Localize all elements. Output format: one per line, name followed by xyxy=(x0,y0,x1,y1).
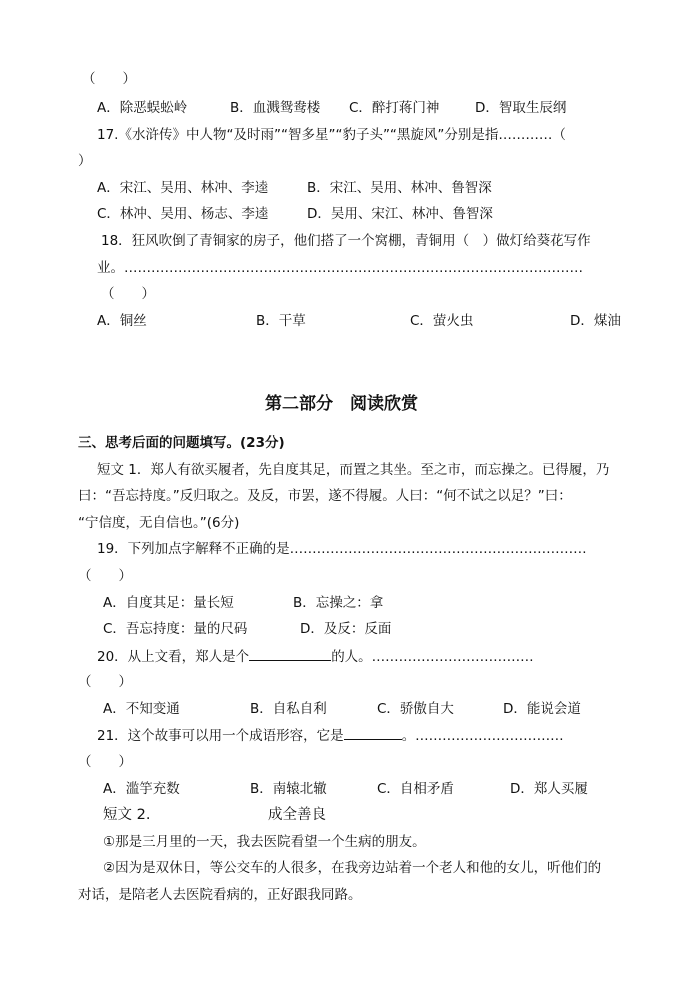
q18-answer-paren: （ ） xyxy=(101,286,155,302)
q19-option-a: A．自度其足：量长短 xyxy=(103,595,234,611)
q20-answer-blank[interactable] xyxy=(249,647,331,661)
q19-answer-paren: （ ） xyxy=(78,568,132,584)
q17-stem: 17.《水浒传》中人物“及时雨”“智多星”“豹子头”“黑旋风”分别是指…………（ xyxy=(97,127,566,143)
q21-option-a: A．滥竽充数 xyxy=(103,781,180,797)
q20-option-d: D．能说会道 xyxy=(503,701,581,717)
q21-option-c: C．自相矛盾 xyxy=(377,781,454,797)
q17-option-a: A．宋江、吴用、林冲、李逵 xyxy=(97,180,269,196)
q21-option-b: B．南辕北辙 xyxy=(250,781,327,797)
passage2-paragraph-2-cont: 对话，是陪老人去医院看病的，正好跟我同路。 xyxy=(78,887,362,903)
passage1-line-1: 短文 1．郑人有欲买履者，先自度其足，而置之其坐。至之市，而忘操之。已得履，乃 xyxy=(97,462,610,478)
q16-option-a: A．除恶蜈蚣岭 xyxy=(97,100,188,116)
q21-stem-after: 。…………………………… xyxy=(401,728,564,744)
q20-option-c: C．骄傲自大 xyxy=(377,701,454,717)
q16-option-b: B．血溅鸳鸯楼 xyxy=(230,100,321,116)
passage1-line-2: 曰：“吾忘持度。”反归取之。及反，市罢，遂不得履。人曰：“何不试之以足？”曰： xyxy=(78,488,572,504)
q20-stem-before: 20．从上文看，郑人是个 xyxy=(97,649,250,665)
passage2-title: 成全善良 xyxy=(268,807,326,823)
q20-option-a: A．不知变通 xyxy=(103,701,180,717)
q17-stem-cont: ） xyxy=(78,153,92,169)
q18-option-b: B．干草 xyxy=(256,313,306,329)
q17-option-b: B．宋江、吴用、林冲、鲁智深 xyxy=(307,180,492,196)
q20-answer-paren: （ ） xyxy=(78,674,132,690)
q21-stem xyxy=(97,726,564,745)
q16-option-c: C．醉打蒋门神 xyxy=(349,100,440,116)
passage2-label: 短文 2. xyxy=(103,807,151,823)
q17-option-c: C．林冲、吴用、杨志、李逵 xyxy=(97,206,269,222)
q21-stem-before: 21．这个故事可以用一个成语形容，它是 xyxy=(97,728,344,744)
q19-option-d: D．及反：反面 xyxy=(300,621,392,637)
q19-option-b: B．忘操之：拿 xyxy=(293,595,384,611)
part-two-title: 第二部分 阅读欣赏 xyxy=(265,394,418,414)
q18-stem: 18．狂风吹倒了青铜家的房子，他们搭了一个窝棚，青铜用（ ）做灯给葵花写作 xyxy=(101,233,591,249)
q21-answer-paren: （ ） xyxy=(78,754,132,770)
q20-stem-after: 的人。……………………………… xyxy=(331,649,534,665)
q20-stem xyxy=(97,647,534,666)
section-three-heading: 三、思考后面的问题填写。(23分) xyxy=(78,435,285,451)
passage2-paragraph-2: ②因为是双休日，等公交车的人很多，在我旁边站着一个老人和他的女儿，听他们的 xyxy=(103,860,602,876)
q16-option-d: D．智取生辰纲 xyxy=(475,100,567,116)
q18-option-d: D．煤油 xyxy=(570,313,621,329)
q19-stem: 19．下列加点字解释不正确的是………………………………………………………… xyxy=(97,541,587,557)
q21-answer-blank[interactable] xyxy=(344,726,402,740)
q18-option-c: C．萤火虫 xyxy=(410,313,474,329)
q16-answer-paren: （ ） xyxy=(82,71,136,87)
passage1-line-3: “宁信度，无自信也。”(6分) xyxy=(78,515,240,531)
passage2-paragraph-1: ①那是三月里的一天，我去医院看望一个生病的朋友。 xyxy=(103,834,426,850)
q19-option-c: C．吾忘持度：量的尺码 xyxy=(103,621,248,637)
q18-option-a: A．铜丝 xyxy=(97,313,147,329)
q18-stem-cont: 业。………………………………………………………………………………………… xyxy=(97,260,583,276)
q17-option-d: D．吴用、宋江、林冲、鲁智深 xyxy=(307,206,493,222)
q21-option-d: D．郑人买履 xyxy=(510,781,588,797)
q20-option-b: B．自私自利 xyxy=(250,701,327,717)
